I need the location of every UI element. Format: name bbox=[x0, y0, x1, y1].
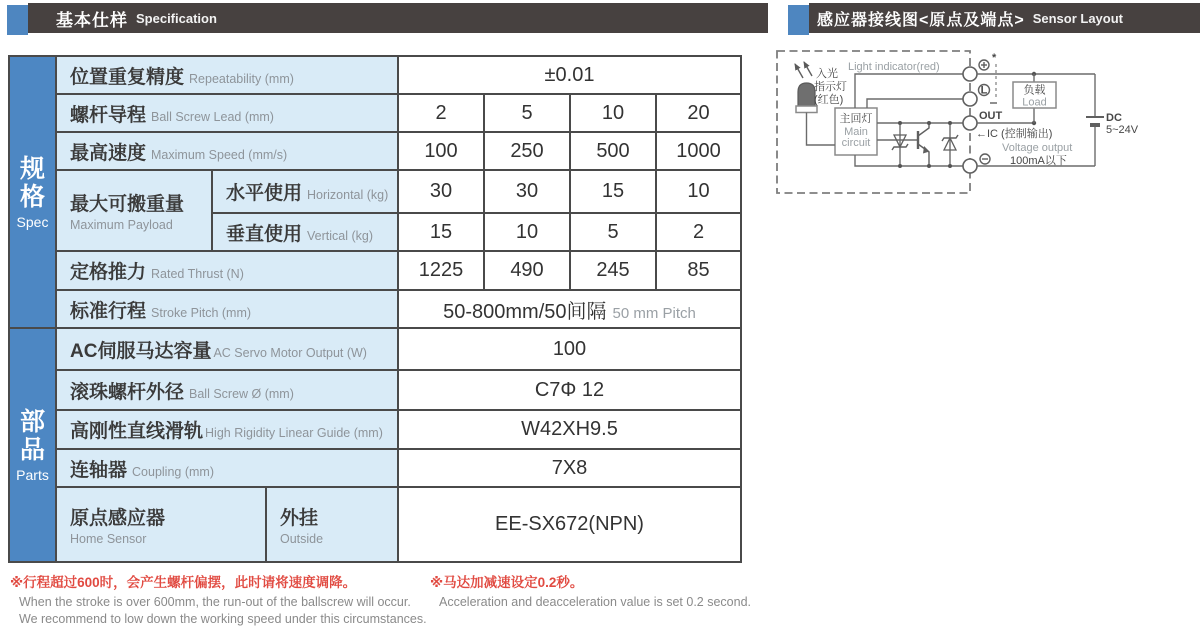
led-label-zh-3: (红色) bbox=[814, 94, 844, 106]
junction-dot bbox=[948, 121, 952, 125]
value-cell: 85 bbox=[656, 251, 741, 290]
star-note: * bbox=[992, 52, 997, 64]
voltage-limit-label: 100mA以下 bbox=[1010, 155, 1067, 167]
value-coupling: 7X8 bbox=[398, 449, 741, 487]
value-cell: 250 bbox=[484, 132, 570, 170]
row-label-home-sensor: 原点感应器 Home Sensor bbox=[56, 487, 266, 562]
wire-plus bbox=[855, 74, 963, 108]
row-label-outside: 外挂 Outside bbox=[266, 487, 398, 562]
section-cell-parts bbox=[9, 328, 56, 562]
table-row bbox=[9, 370, 741, 410]
junction-dot bbox=[898, 121, 902, 125]
led-wire bbox=[807, 113, 836, 146]
led-label-zh-2: 指示灯 bbox=[814, 81, 847, 93]
dc-label: DC bbox=[1106, 112, 1122, 124]
main-circuit-en-1: Main bbox=[844, 126, 868, 138]
value-cell: 5 bbox=[570, 213, 656, 251]
section-zh: 部品 bbox=[19, 407, 45, 464]
value-cell: 500 bbox=[570, 132, 656, 170]
specification-table bbox=[8, 55, 742, 563]
value-cell: 15 bbox=[398, 213, 484, 251]
value-cell: 5 bbox=[484, 94, 570, 132]
wire-l bbox=[867, 99, 963, 108]
row-label-max-speed: 最高速度 Maximum Speed (mm/s) bbox=[56, 132, 398, 170]
transistor-collector bbox=[918, 123, 929, 136]
main-circuit-zh: 主回灯 bbox=[839, 113, 873, 125]
table-row bbox=[9, 170, 741, 213]
section-en: Spec bbox=[16, 213, 49, 230]
table-row bbox=[9, 487, 741, 562]
light-ray-icon bbox=[804, 62, 812, 76]
table-row bbox=[9, 132, 741, 170]
value-cell: 2 bbox=[656, 213, 741, 251]
table-row bbox=[9, 56, 741, 94]
value-linear-guide: W42XH9.5 bbox=[398, 410, 741, 449]
footnote-en-line1: Acceleration and deacceleration value is set 0.2 second. bbox=[439, 595, 751, 609]
value-cell: 30 bbox=[484, 170, 570, 213]
section-header-specification bbox=[28, 3, 768, 33]
value-cell: 20 bbox=[656, 94, 741, 132]
minus-terminal-icon bbox=[980, 154, 990, 164]
row-label-stroke-pitch: 标准行程 Stroke Pitch (mm) bbox=[56, 290, 398, 328]
table-row bbox=[9, 410, 741, 449]
voltage-output-label: Voltage output bbox=[1002, 142, 1073, 154]
table-row bbox=[9, 328, 741, 370]
row-label-linear-guide: 高刚性直线滑轨 High Rigidity Linear Guide (mm) bbox=[56, 410, 398, 449]
led-label-zh-1: 入光 bbox=[816, 68, 838, 80]
transistor-emitter bbox=[918, 144, 929, 166]
footnote-en-line1: When the stroke is over 600mm, the run-out of the ballscrew will occur. bbox=[19, 595, 411, 609]
junction-dot bbox=[898, 164, 902, 168]
section-cell-spec bbox=[9, 56, 56, 328]
row-label-max-payload: 最大可搬重量 Maximum Payload bbox=[56, 170, 212, 251]
section-title-zh: 感应器接线图<原点及端点> bbox=[817, 11, 1025, 29]
row-label-vertical: 垂直使用 Vertical (kg) bbox=[212, 213, 398, 251]
section-title-zh: 基本仕样 bbox=[56, 10, 128, 30]
value-ball-screw-dia: C7Φ 12 bbox=[398, 370, 741, 410]
terminal-minus bbox=[963, 159, 977, 173]
load-en: Load bbox=[1022, 96, 1047, 109]
section-header-sensor-layout bbox=[809, 3, 1200, 33]
terminal-l bbox=[963, 92, 977, 106]
led-base-icon bbox=[796, 106, 817, 113]
row-label-rated-thrust: 定格推力 Rated Thrust (N) bbox=[56, 251, 398, 290]
section-title-en: Specification bbox=[136, 10, 217, 26]
terminal-plus bbox=[963, 67, 977, 81]
light-indicator-caption: Light indicator(red) bbox=[848, 61, 940, 73]
footnote-stroke-warning bbox=[10, 571, 427, 627]
value-cell: 10 bbox=[570, 94, 656, 132]
row-label-repeatability: 位置重复精度 Repeatability (mm) bbox=[56, 56, 398, 94]
value-servo-output: 100 bbox=[398, 328, 741, 370]
section-en: Parts bbox=[16, 466, 49, 483]
out-label: OUT bbox=[979, 110, 1003, 122]
value-cell: 490 bbox=[484, 251, 570, 290]
section-zh: 规格 bbox=[19, 154, 45, 211]
main-circuit-en-2: circuit bbox=[841, 137, 871, 149]
section-title-en: Sensor Layout bbox=[1032, 10, 1123, 26]
row-label-ball-screw-dia: 滚珠螺杆外径 Ball Screw Ø (mm) bbox=[56, 370, 398, 410]
row-label-servo-output: AC伺服马达容量 AC Servo Motor Output (W) bbox=[56, 328, 398, 370]
row-label-horizontal: 水平使用 Horizontal (kg) bbox=[212, 170, 398, 213]
value-cell: 10 bbox=[484, 213, 570, 251]
footnote-red-zh: ※行程超过600时，会产生螺杆偏摆，此时请将速度调降。 bbox=[10, 575, 357, 590]
value-cell: 30 bbox=[398, 170, 484, 213]
footnote-en-line2: We recommend to low down the working speed under this circumstances. bbox=[19, 611, 427, 626]
table-row bbox=[9, 94, 741, 132]
accent-square-icon bbox=[788, 5, 809, 35]
value-cell: 10 bbox=[656, 170, 741, 213]
value-home-sensor: EE-SX672(NPN) bbox=[398, 487, 741, 562]
value-cell: 100 bbox=[398, 132, 484, 170]
value-cell: 1000 bbox=[656, 132, 741, 170]
sensor-wiring-diagram bbox=[772, 46, 1200, 198]
value-cell: 2 bbox=[398, 94, 484, 132]
dc-voltage-label: 5~24V bbox=[1106, 124, 1139, 136]
led-icon bbox=[798, 83, 815, 106]
value-cell: 15 bbox=[570, 170, 656, 213]
plus-terminal-icon bbox=[979, 60, 989, 70]
value-stroke-pitch: 50-800mm/50间隔 50 mm Pitch bbox=[398, 290, 741, 328]
light-ray-icon bbox=[795, 64, 803, 78]
svg-text:L: L bbox=[980, 84, 988, 97]
table-row bbox=[9, 251, 741, 290]
row-label-ball-screw-lead: 螺杆导程 Ball Screw Lead (mm) bbox=[56, 94, 398, 132]
junction-dot bbox=[927, 121, 931, 125]
row-label-coupling: 连轴器 Coupling (mm) bbox=[56, 449, 398, 487]
junction-dot bbox=[927, 164, 931, 168]
accent-square-icon bbox=[7, 5, 28, 35]
value-repeatability: ±0.01 bbox=[398, 56, 741, 94]
footnote-acceleration bbox=[430, 571, 751, 611]
footnote-red-zh: ※马达加减速设定0.2秒。 bbox=[430, 575, 584, 590]
value-cell: 245 bbox=[570, 251, 656, 290]
table-row bbox=[9, 449, 741, 487]
load-zh: 负载 bbox=[1023, 84, 1046, 97]
terminal-out bbox=[963, 116, 977, 130]
table-row bbox=[9, 290, 741, 328]
l-terminal-icon bbox=[979, 85, 990, 97]
junction-dot bbox=[948, 164, 952, 168]
value-cell: 1225 bbox=[398, 251, 484, 290]
ic-output-label: ←IC (控制输出) bbox=[976, 128, 1053, 140]
wire-minus bbox=[855, 155, 963, 166]
